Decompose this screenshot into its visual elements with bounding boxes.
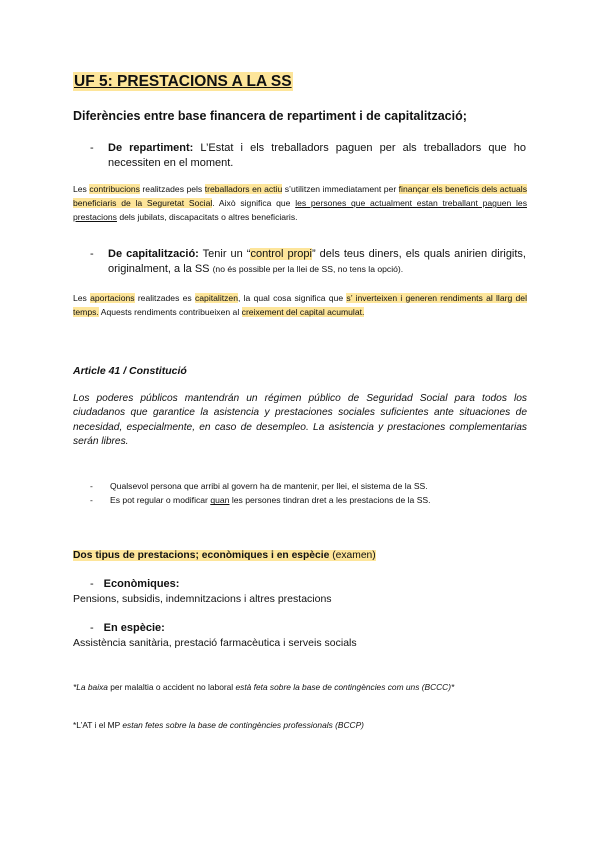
text-run: per malaltia o accident no laboral [110,682,234,692]
especie-text: Assistència sanitària, prestació farmacèutica i serveis socials [73,637,357,649]
highlight: control propi [250,248,312,260]
text-run: *La baixa [73,682,111,692]
text-run: . Això significa que [212,198,296,208]
bullet-dash: - [90,578,94,590]
underlined-text: quan [210,495,230,506]
section-heading-prestacions [73,548,376,563]
underlined-text: les persones que actualment estan treballant paguen les prestacions [73,198,527,222]
highlight: creixement del capital acumulat. [241,307,365,317]
bullet-dash: - [90,142,94,154]
paragraph-capitalitzacio [73,291,527,319]
highlight: capitalitzen [194,293,238,303]
text-run: realitzades es [134,293,195,303]
text-run: realitzades pels [139,184,205,194]
list-item-text: Qualsevol persona que arribi al govern ha de mantenir, per llei, el sistema de la SS. [110,481,428,491]
text-run: està feta sobre la base de contingències com uns (BCCC)* [233,682,455,692]
small-note: (no és possible per la llei de SS, no tens la opció). [212,264,404,274]
highlight: contribucions [89,184,140,194]
text-run: Aquests rendiments contribueixen al [98,307,242,317]
bullet-capitalitzacio [90,247,526,277]
text-run: Es pot regular o modificar [110,495,211,506]
text-run: , la qual cosa significa que [237,293,347,303]
highlight: finançar els beneficis dels actuals beneficiaris de la Seguretat Social [73,184,527,208]
text-run: Tenir un “ [198,248,251,260]
article-bullets [90,479,530,508]
text-run: s’utilitzen immediatament per [282,184,399,194]
economiques-text: Pensions, subsidis, indemnitzacions i altres prestacions [73,593,332,605]
bullet-label: De repartiment: [108,142,194,154]
paragraph-repartiment [73,182,527,224]
list-item: - Qualsevol persona que arribi al govern ha de mantenir, per llei, el sistema de la SS. [90,481,428,491]
text-run: dels jubilats, discapacitats o altres beneficiaris. [116,212,298,222]
article-title: Article 41 / Constitució [73,365,187,377]
bullet-dash: - [90,622,94,634]
bullet-label: En espècie: [103,622,165,634]
footnote-baixa [73,680,523,694]
text-run: ” dels teus diners, els quals anirien dirigits, originalment, a la SS [108,248,526,275]
bullet-label: De capitalització: [108,248,199,260]
bullet-text: L’Estat i els treballadors paguen per als treballadors que ho necessiten en el moment. [108,142,527,169]
bullet-repartiment [90,141,526,171]
highlight: treballadors en actiu [204,184,283,194]
text-run: les persones tindran dret a les prestacions de la SS. [229,495,431,506]
footnote-at-mp [73,718,523,732]
text-run: estan fetes sobre la base de contingències professionals (BCCP) [122,720,364,730]
highlight: s’ inverteixen i generen rendiments al llarg del temps. [73,293,527,317]
list-item: - Es pot regular o modificar quan les persones tindran dret a les prestacions de la SS. [90,495,431,506]
bullet-especie [90,621,165,636]
heading-highlight: Dos tipus de prestacions; econòmiques i en espècie [73,550,330,561]
section-heading-finance: Diferències entre base financera de repartiment i de capitalització; [73,109,467,123]
highlight: aportacions [90,293,135,303]
text-run: Les [73,293,91,303]
bullet-label: Econòmiques: [103,578,180,590]
bullet-economiques [90,577,179,592]
page-title: UF 5: PRESTACIONS A LA SS [74,73,292,90]
heading-note: (examen) [329,550,376,561]
article-body: Los poderes públicos mantendrán un régimen público de Seguridad Social para todos los ciudadanos que garantice la asistencia y prestaciones sociales suficientes ante situaciones de necesidad, especialmente, en caso de desempleo. La asistencia y prestaciones complementarias serán libres. [73,393,527,447]
text-run: *L’AT i el MP [73,720,123,730]
bullet-dash: - [90,248,94,260]
text-run: Les [73,184,90,194]
